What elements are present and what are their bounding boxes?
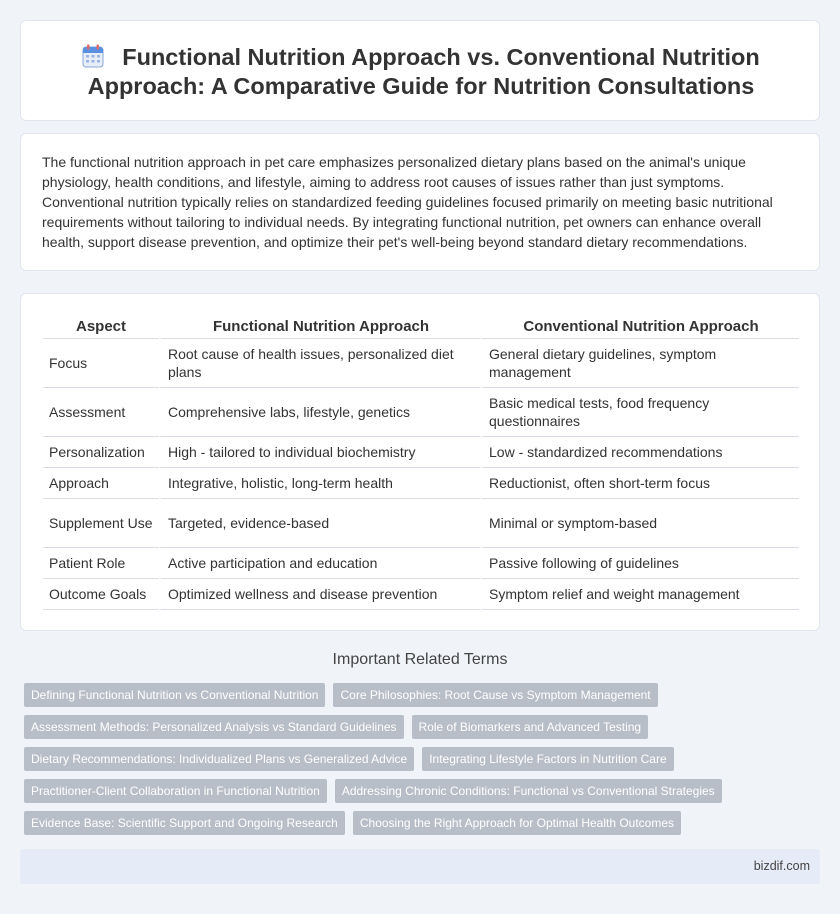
related-term-tag[interactable]: Choosing the Right Approach for Optimal Health Outcomes — [353, 811, 681, 835]
intro-card — [20, 133, 820, 271]
table-row — [43, 548, 799, 579]
cell-functional: Integrative, holistic, long-term health — [159, 468, 480, 499]
header-card — [20, 20, 820, 121]
cell-aspect: Assessment — [43, 388, 159, 437]
related-term-tag[interactable]: Dietary Recommendations: Individualized Plans vs Generalized Advice — [24, 747, 414, 771]
related-term-tag[interactable]: Role of Biomarkers and Advanced Testing — [412, 715, 649, 739]
cell-aspect: Outcome Goals — [43, 579, 159, 610]
table-row — [43, 437, 799, 468]
cell-aspect: Supplement Use — [43, 499, 159, 548]
calendar-icon — [82, 44, 104, 68]
cell-conventional: Passive following of guidelines — [480, 548, 799, 579]
cell-conventional: General dietary guidelines, symptom management — [480, 339, 799, 388]
table-row — [43, 468, 799, 499]
intro-paragraph: The functional nutrition approach in pet care emphasizes personalized dietary plans based on the animal's unique physiology, health conditions, and lifestyle, aiming to address root causes of issues rather than just symptoms. Conventional nutrition typically relies on standardized feeding guidelines focused primarily on meeting basic nutritional requirements without tailoring to individual needs. By integrating functional nutrition, pet owners can enhance overall health, support disease prevention, and optimize their pet's well-being beyond standard dietary recommendations. — [42, 154, 773, 250]
table-row — [43, 339, 799, 388]
header-aspect: Aspect — [43, 314, 159, 339]
cell-functional: Active participation and education — [159, 548, 480, 579]
header-functional: Functional Nutrition Approach — [159, 314, 480, 339]
cell-functional: Root cause of health issues, personalized diet plans — [159, 339, 480, 388]
related-term-tag[interactable]: Evidence Base: Scientific Support and Ongoing Research — [24, 811, 345, 835]
cell-functional: Comprehensive labs, lifestyle, genetics — [159, 388, 480, 437]
page-title — [21, 43, 821, 101]
cell-functional: High - tailored to individual biochemistry — [159, 437, 480, 468]
footer-bar — [20, 849, 820, 884]
cell-conventional: Low - standardized recommendations — [480, 437, 799, 468]
cell-functional: Optimized wellness and disease prevention — [159, 579, 480, 610]
related-term-tag[interactable]: Integrating Lifestyle Factors in Nutrition Care — [422, 747, 673, 771]
cell-aspect: Personalization — [43, 437, 159, 468]
cell-conventional: Reductionist, often short-term focus — [480, 468, 799, 499]
cell-aspect: Patient Role — [43, 548, 159, 579]
related-term-tag[interactable]: Practitioner-Client Collaboration in Functional Nutrition — [24, 779, 327, 803]
comparison-card — [20, 293, 820, 631]
table-row — [43, 579, 799, 610]
related-term-tag[interactable]: Core Philosophies: Root Cause vs Symptom Management — [333, 683, 657, 707]
related-term-tag[interactable]: Assessment Methods: Personalized Analysis vs Standard Guidelines — [24, 715, 404, 739]
related-terms-heading: Important Related Terms — [332, 651, 508, 668]
cell-conventional: Minimal or symptom-based — [480, 499, 799, 548]
cell-aspect: Focus — [43, 339, 159, 388]
cell-conventional: Symptom relief and weight management — [480, 579, 799, 610]
table-row — [43, 388, 799, 437]
cell-functional: Targeted, evidence-based — [159, 499, 480, 548]
title-text: Functional Nutrition Approach vs. Conventional Nutrition Approach: A Comparative Guide for Nutrition Consultations — [87, 44, 760, 99]
comparison-table — [43, 314, 799, 610]
cell-conventional: Basic medical tests, food frequency questionnaires — [480, 388, 799, 437]
cell-aspect: Approach — [43, 468, 159, 499]
related-term-tag[interactable]: Addressing Chronic Conditions: Functional vs Conventional Strategies — [335, 779, 722, 803]
footer-brand[interactable]: bizdif.com — [753, 859, 810, 873]
related-term-tag[interactable]: Defining Functional Nutrition vs Conventional Nutrition — [24, 683, 325, 707]
related-terms-list — [24, 683, 824, 843]
header-conventional: Conventional Nutrition Approach — [480, 314, 799, 339]
table-row — [43, 499, 799, 548]
table-header-row — [43, 314, 799, 339]
